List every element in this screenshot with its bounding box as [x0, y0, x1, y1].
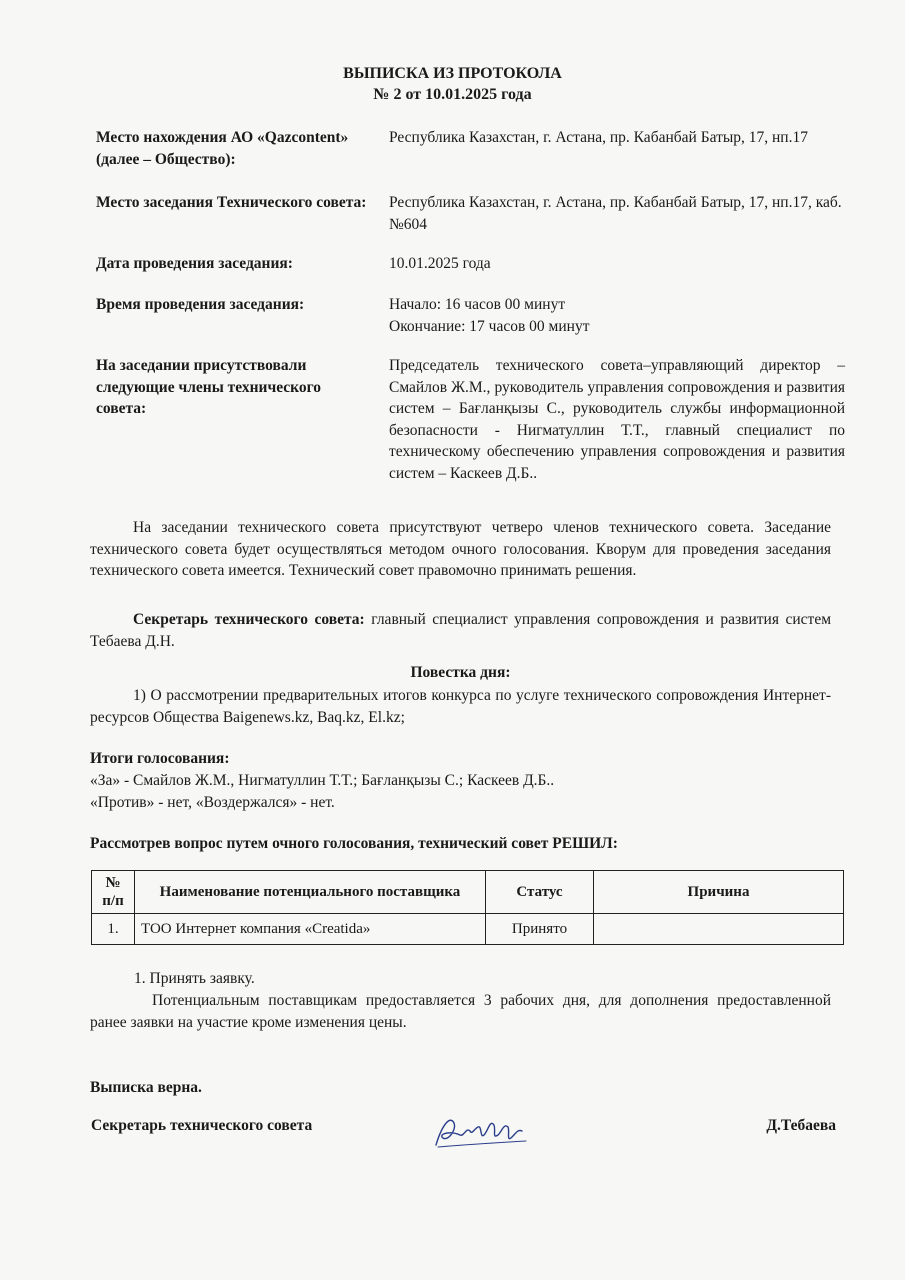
secretary-role: Секретарь технического совета	[91, 1117, 313, 1134]
extract-correct: Выписка верна.	[90, 1079, 202, 1096]
voting-title: Итоги голосования:	[90, 750, 230, 767]
voting-against: «Против» - нет, «Воздержался» - нет.	[90, 794, 335, 811]
time-end: Окончание: 17 часов 00 минут	[389, 317, 590, 335]
cell-supplier: ТОО Интернет компания «Creatida»	[135, 914, 486, 945]
handwritten-signature-icon	[432, 1105, 532, 1155]
voting-for: «За» - Смайлов Ж.М., Нигматуллин Т.Т.; Бағланқызы С.; Каскеев Д.Б..	[90, 772, 555, 789]
document-title: ВЫПИСКА ИЗ ПРОТОКОЛА	[343, 65, 562, 82]
decision-note: Потенциальным поставщикам предоставляется 3 рабочих дня, для дополнения предоставленной ранее заявки на участие кроме изменения цены.	[90, 992, 831, 1031]
column-header-reason: Причина	[594, 871, 844, 914]
time-label: Время проведения заседания:	[96, 296, 305, 313]
column-header-number: № п/п	[92, 871, 135, 914]
cell-number: 1.	[92, 914, 135, 945]
document-subtitle: № 2 от 10.01.2025 года	[373, 86, 532, 103]
table-row	[92, 914, 844, 945]
location-value: Республика Казахстан, г. Астана, пр. Кабанбай Батыр, 17, нп.17	[389, 129, 808, 146]
time-start: Начало: 16 часов 00 минут	[389, 296, 566, 313]
decision-table	[91, 870, 844, 945]
column-header-supplier: Наименование потенциального поставщика	[135, 871, 486, 914]
time-value	[389, 294, 845, 337]
meeting-place-value: Республика Казахстан, г. Астана, пр. Кабанбай Батыр, 17, нп.17, каб. №604	[389, 194, 842, 233]
date-value: 10.01.2025 года	[389, 255, 491, 272]
members-label: На заседании присутствовали следующие члены технического совета:	[96, 357, 322, 417]
secretary-name: Д.Тебаева	[766, 1117, 836, 1134]
quorum-paragraph: На заседании технического совета присутствуют четверо членов технического совета. Заседание технического совета будет осуществляться методом очного голосования. Кворум для проведения заседания технического совета имеется. Технический совет правомочно принимать решения.	[90, 519, 831, 579]
document-header	[0, 63, 905, 105]
cell-status: Принято	[486, 914, 594, 945]
location-label: Место нахождения АО «Qazcontent» (далее – Общество):	[96, 129, 349, 168]
agenda-item: 1) О рассмотрении предварительных итогов конкурса по услуге технического сопровождения Интернет-ресурсов Общества Baigenews.kz, Baq.kz, El.kz;	[90, 687, 831, 726]
decision-item-1: 1. Принять заявку.	[134, 970, 255, 987]
date-label: Дата проведения заседания:	[96, 255, 293, 272]
secretary-text: главный специалист управления сопровождения и развития систем Тебаева Д.Н.	[90, 611, 832, 650]
decision-title: Рассмотрев вопрос путем очного голосования, технический совет РЕШИЛ:	[90, 835, 618, 852]
secretary-paragraph	[90, 609, 831, 652]
table-header-row	[92, 871, 844, 914]
agenda-title: Повестка дня:	[410, 664, 511, 681]
column-header-status: Статус	[486, 871, 594, 914]
members-value: Председатель технического совета–управляющий директор – Смайлов Ж.М., руководитель управления сопровождения и развития систем – Бағланқызы С., руководитель службы информационной безопасности - Нигматуллин Т.Т., главный специалист по техническому обеспечению управления сопровождения и развития систем – Каскеев Д.Б..	[389, 357, 845, 482]
meeting-place-label: Место заседания Технического совета:	[96, 194, 367, 211]
secretary-label: Секретарь технического совета:	[133, 611, 365, 628]
cell-reason	[594, 914, 844, 945]
